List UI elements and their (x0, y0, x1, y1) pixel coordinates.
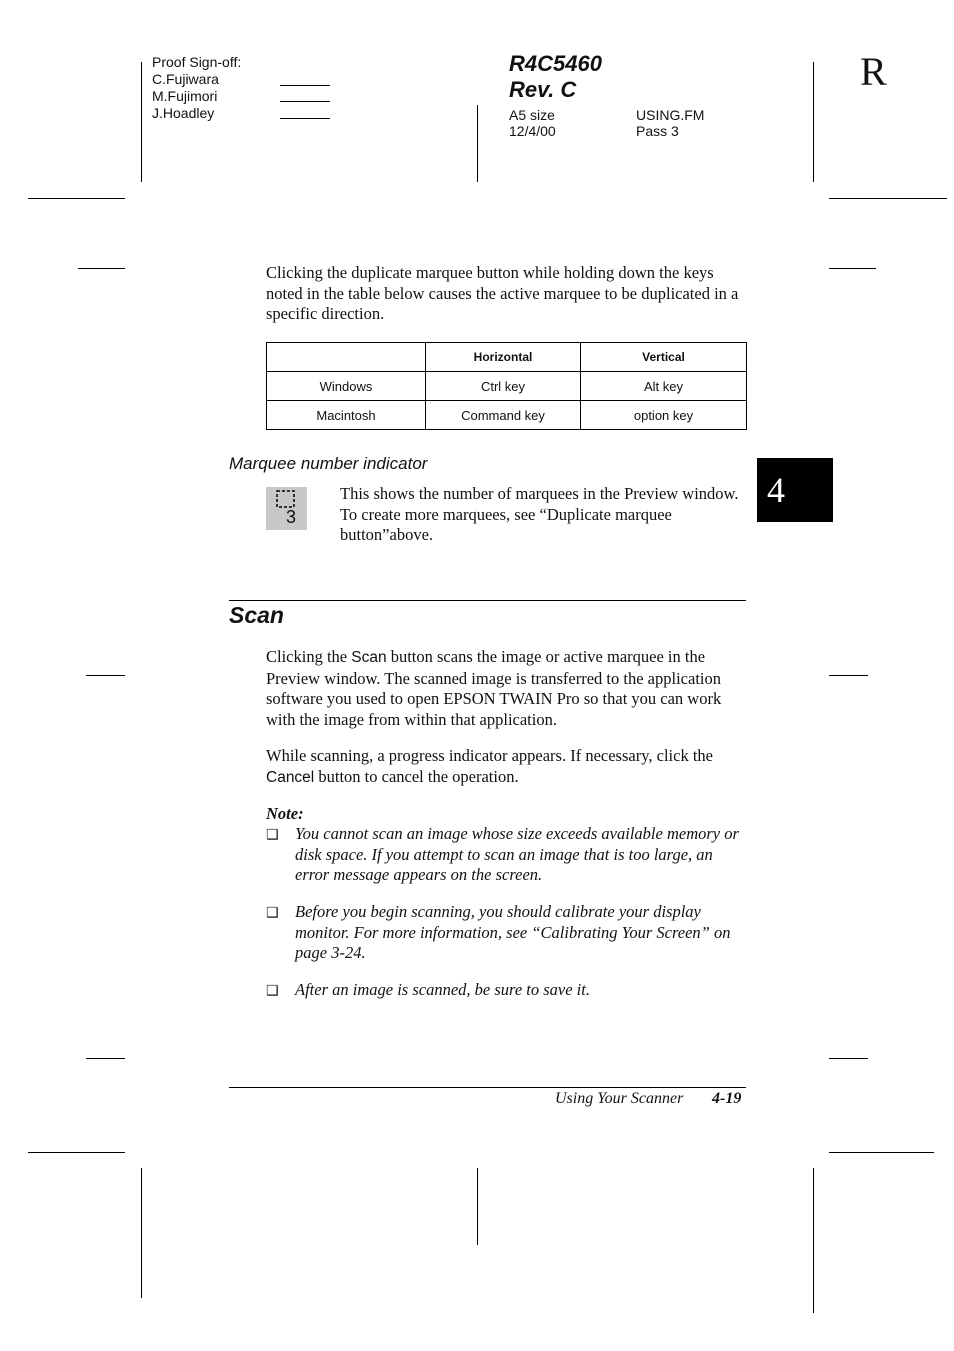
note-text: Before you begin scanning, you should calibrate your display monitor. For more information, see “Calibrating Your Screen” on page 3-24. (295, 902, 731, 962)
signer: J.Hoadley (152, 105, 215, 121)
footer-section: Using Your Scanner (555, 1090, 684, 1107)
table-header-cell: Horizontal (426, 343, 581, 372)
cancel-button-label: Cancel (266, 768, 315, 786)
doc-code: R4C5460 (509, 51, 602, 76)
table-row (267, 372, 747, 401)
note-item (266, 824, 746, 886)
marquee-count: 3 (286, 507, 297, 527)
checkbox-bullet-icon: ❑ (266, 983, 279, 999)
doc-date: 12/4/00 (509, 123, 556, 139)
marquee-count-icon (266, 487, 307, 530)
doc-size-date (509, 107, 556, 139)
note-item (266, 980, 746, 1002)
note-label: Note: (266, 804, 304, 823)
intro-paragraph: Clicking the duplicate marquee button while holding down the keys noted in the table below causes the active marquee to be duplicated in a specific direction. (266, 263, 739, 323)
footer-rule (229, 1087, 746, 1088)
corner-letter: R (860, 49, 887, 94)
signature-line (280, 118, 330, 119)
doc-file-pass (636, 107, 704, 139)
table-cell: Windows (267, 372, 426, 401)
scan-paragraph-2 (266, 746, 746, 788)
table-header-row (267, 343, 747, 372)
text-run: button scans the image or active marquee in the Preview window. The scanned image is transferred to the application software you used to open EPSON TWAIN Pro so that you can work with the image from within that application. (266, 647, 722, 729)
pass-number: Pass 3 (636, 123, 679, 139)
duplicate-key-table (266, 342, 747, 430)
note-text: After an image is scanned, be sure to save it. (295, 980, 590, 999)
note-item (266, 902, 746, 964)
chapter-tab: 4 (757, 458, 833, 522)
table-header-cell: Vertical (581, 343, 747, 372)
checkbox-bullet-icon: ❑ (266, 827, 279, 843)
table-cell: Command key (426, 401, 581, 430)
marquee-indicator-description: This shows the number of marquees in the Preview window. To create more marquees, see “Duplicate marquee button”above. (340, 484, 739, 544)
doc-id (509, 51, 602, 103)
scan-paragraph-1 (266, 647, 746, 730)
signer: M.Fujimori (152, 88, 218, 104)
proof-signoff (152, 54, 241, 122)
text-run: Clicking the (266, 647, 352, 666)
table-cell: Macintosh (267, 401, 426, 430)
signature-line (280, 101, 330, 102)
note-text: You cannot scan an image whose size exceeds available memory or disk space. If you attempt to scan an image that is too large, an error message appears on the screen. (295, 824, 739, 884)
signature-line (280, 85, 330, 86)
text-run: button to cancel the operation. (314, 766, 519, 786)
signer: C.Fujiwara (152, 71, 219, 87)
marquee-indicator-heading: Marquee number indicator (229, 454, 428, 473)
scan-heading: Scan (229, 602, 284, 628)
table-cell: Ctrl key (426, 372, 581, 401)
page-number: 4-19 (712, 1090, 742, 1107)
table-row (267, 401, 747, 430)
text-run: While scanning, a progress indicator appears. If necessary, click the (266, 746, 713, 765)
file-name: USING.FM (636, 107, 705, 123)
page-size: A5 size (509, 107, 555, 123)
table-cell: option key (581, 401, 747, 430)
scan-button-label: Scan (351, 649, 387, 666)
section-rule (229, 600, 746, 601)
table-header-cell (267, 343, 426, 372)
table-cell: Alt key (581, 372, 747, 401)
revision: Rev. C (509, 77, 577, 102)
checkbox-bullet-icon: ❑ (266, 905, 279, 921)
proof-title: Proof Sign-off: (152, 54, 242, 70)
